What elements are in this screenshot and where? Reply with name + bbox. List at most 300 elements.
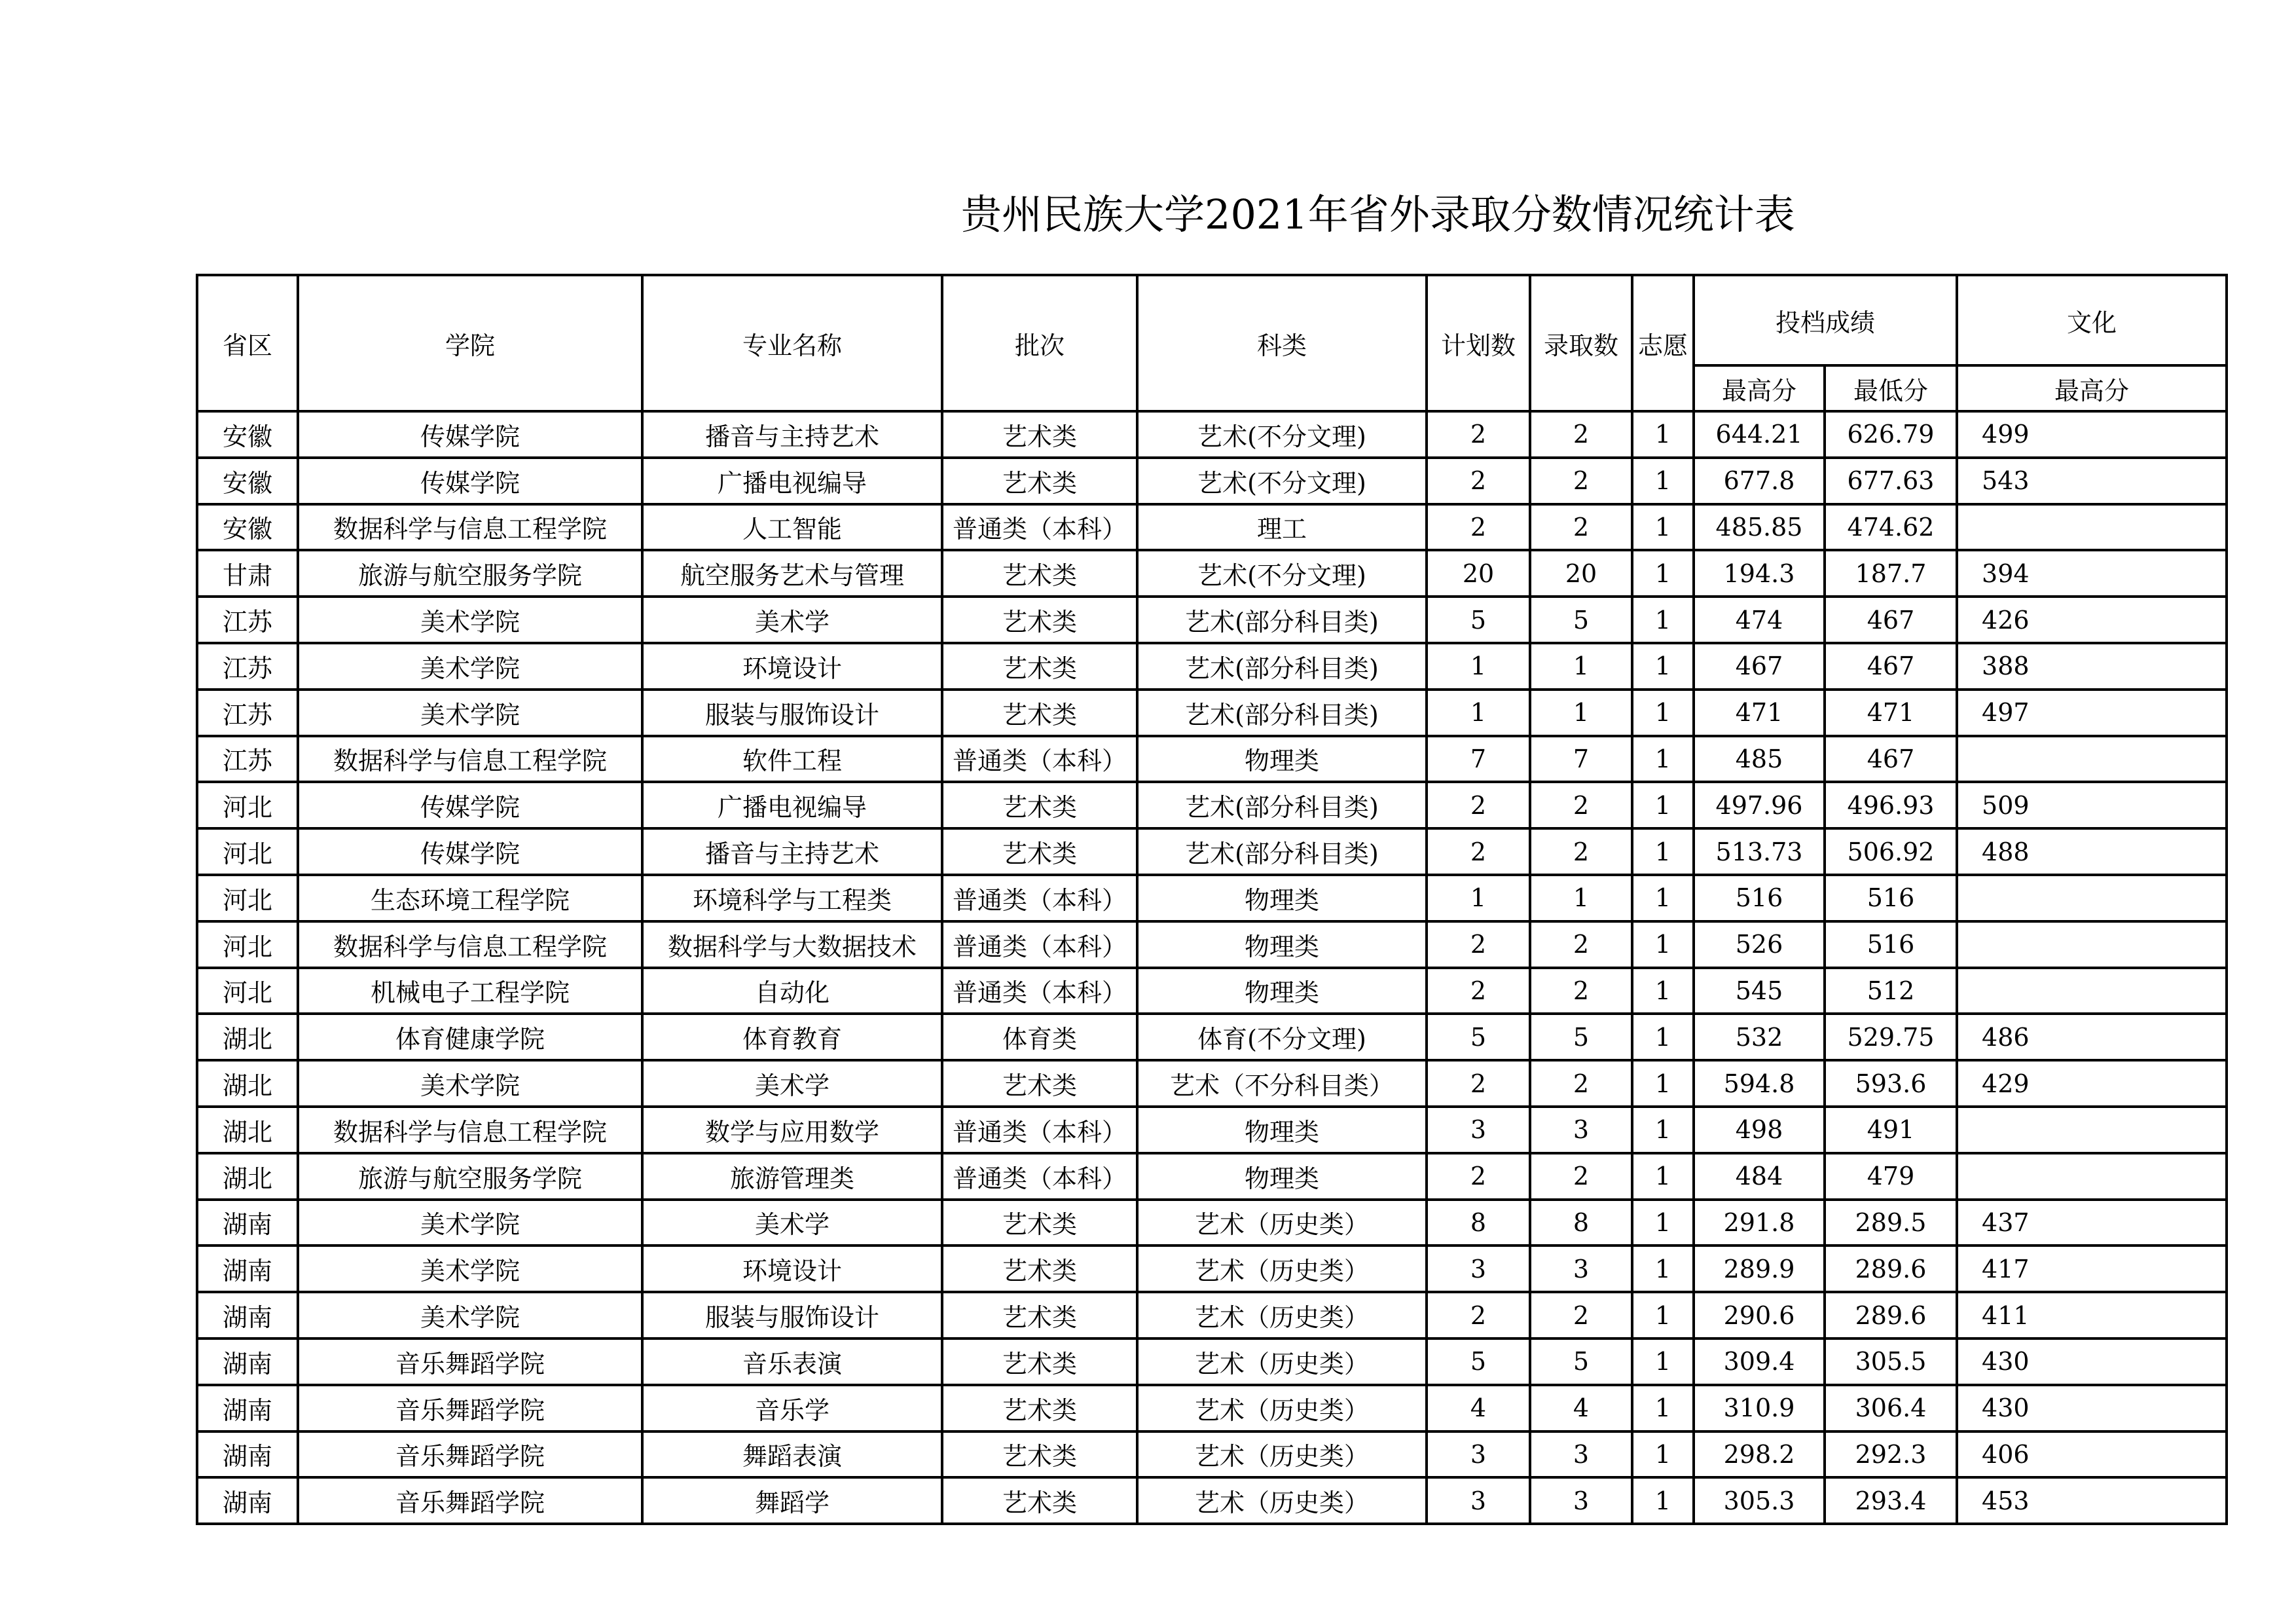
cell-college: 生态环境工程学院 <box>298 875 642 921</box>
cell-score-min: 467 <box>1825 643 1957 690</box>
cell-plan: 2 <box>1427 782 1530 828</box>
cell-province: 河北 <box>197 875 298 921</box>
cell-score-max: 474 <box>1694 597 1825 643</box>
cell-batch: 艺术类 <box>942 550 1137 597</box>
cell-choice: 1 <box>1632 1107 1694 1153</box>
cell-province: 湖北 <box>197 1153 298 1200</box>
cell-batch: 艺术类 <box>942 1338 1137 1385</box>
cell-college: 数据科学与信息工程学院 <box>298 736 642 783</box>
cell-choice: 1 <box>1632 1385 1694 1431</box>
cell-batch: 艺术类 <box>942 1060 1137 1107</box>
table-row <box>197 1477 2227 1524</box>
cell-province: 河北 <box>197 921 298 968</box>
cell-score-max: 289.9 <box>1694 1246 1825 1292</box>
cell-admitted: 2 <box>1530 921 1632 968</box>
cell-college: 音乐舞蹈学院 <box>298 1385 642 1431</box>
cell-score-max: 526 <box>1694 921 1825 968</box>
admission-table <box>196 274 2228 1525</box>
table-row <box>197 1338 2227 1385</box>
cell-batch: 艺术类 <box>942 828 1137 875</box>
table-row <box>197 1060 2227 1107</box>
table-row <box>197 968 2227 1014</box>
cell-batch: 普通类（本科） <box>942 736 1137 783</box>
cell-culture-max: 453 <box>1957 1477 2227 1524</box>
cell-plan: 2 <box>1427 1060 1530 1107</box>
cell-score-max: 290.6 <box>1694 1292 1825 1338</box>
cell-plan: 5 <box>1427 1014 1530 1060</box>
cell-batch: 普通类（本科） <box>942 875 1137 921</box>
cell-culture-max: 406 <box>1957 1431 2227 1478</box>
cell-choice: 1 <box>1632 782 1694 828</box>
cell-subject: 艺术（历史类） <box>1137 1246 1427 1292</box>
cell-choice: 1 <box>1632 1292 1694 1338</box>
table-row <box>197 1246 2227 1292</box>
cell-subject: 艺术(不分文理) <box>1137 550 1427 597</box>
cell-college: 美术学院 <box>298 1200 642 1246</box>
cell-batch: 艺术类 <box>942 458 1137 504</box>
cell-score-max: 467 <box>1694 643 1825 690</box>
cell-major: 航空服务艺术与管理 <box>642 550 942 597</box>
cell-plan: 2 <box>1427 458 1530 504</box>
cell-college: 数据科学与信息工程学院 <box>298 504 642 551</box>
cell-subject: 艺术(不分文理) <box>1137 458 1427 504</box>
table-row <box>197 1014 2227 1060</box>
cell-province: 湖南 <box>197 1338 298 1385</box>
header-culture-max: 最高分 <box>1957 365 2227 411</box>
cell-college: 数据科学与信息工程学院 <box>298 1107 642 1153</box>
cell-culture-max: 497 <box>1957 690 2227 736</box>
cell-score-max: 485 <box>1694 736 1825 783</box>
cell-major: 体育教育 <box>642 1014 942 1060</box>
header-subject: 科类 <box>1137 275 1427 411</box>
cell-plan: 20 <box>1427 550 1530 597</box>
cell-culture-max: 388 <box>1957 643 2227 690</box>
cell-province: 河北 <box>197 828 298 875</box>
cell-admitted: 5 <box>1530 1338 1632 1385</box>
cell-culture-max <box>1957 736 2227 783</box>
cell-subject: 艺术（不分科目类） <box>1137 1060 1427 1107</box>
cell-score-max: 513.73 <box>1694 828 1825 875</box>
cell-admitted: 5 <box>1530 1014 1632 1060</box>
cell-choice: 1 <box>1632 690 1694 736</box>
cell-plan: 8 <box>1427 1200 1530 1246</box>
cell-college: 体育健康学院 <box>298 1014 642 1060</box>
cell-admitted: 1 <box>1530 690 1632 736</box>
cell-score-min: 512 <box>1825 968 1957 1014</box>
cell-culture-max: 430 <box>1957 1385 2227 1431</box>
cell-province: 湖南 <box>197 1385 298 1431</box>
cell-admitted: 20 <box>1530 550 1632 597</box>
cell-province: 安徽 <box>197 411 298 458</box>
cell-batch: 艺术类 <box>942 690 1137 736</box>
cell-subject: 艺术（历史类） <box>1137 1292 1427 1338</box>
cell-plan: 1 <box>1427 643 1530 690</box>
table-row <box>197 1292 2227 1338</box>
cell-college: 音乐舞蹈学院 <box>298 1338 642 1385</box>
cell-subject: 艺术（历史类） <box>1137 1338 1427 1385</box>
cell-score-min: 467 <box>1825 597 1957 643</box>
admission-table-container <box>196 274 2130 1528</box>
cell-culture-max: 486 <box>1957 1014 2227 1060</box>
cell-subject: 艺术（历史类） <box>1137 1385 1427 1431</box>
cell-score-min: 289.6 <box>1825 1292 1957 1338</box>
cell-score-max: 298.2 <box>1694 1431 1825 1478</box>
cell-province: 湖南 <box>197 1477 298 1524</box>
cell-major: 环境科学与工程类 <box>642 875 942 921</box>
cell-college: 机械电子工程学院 <box>298 968 642 1014</box>
cell-major: 美术学 <box>642 597 942 643</box>
cell-province: 湖南 <box>197 1200 298 1246</box>
cell-batch: 艺术类 <box>942 1200 1137 1246</box>
cell-admitted: 2 <box>1530 458 1632 504</box>
header-admitted: 录取数 <box>1530 275 1632 411</box>
cell-score-min: 289.5 <box>1825 1200 1957 1246</box>
cell-choice: 1 <box>1632 643 1694 690</box>
cell-major: 播音与主持艺术 <box>642 411 942 458</box>
cell-score-min: 529.75 <box>1825 1014 1957 1060</box>
cell-subject: 艺术（历史类） <box>1137 1200 1427 1246</box>
cell-choice: 1 <box>1632 1153 1694 1200</box>
cell-score-min: 593.6 <box>1825 1060 1957 1107</box>
cell-score-min: 187.7 <box>1825 550 1957 597</box>
cell-admitted: 2 <box>1530 1292 1632 1338</box>
cell-culture-max <box>1957 504 2227 551</box>
cell-province: 安徽 <box>197 504 298 551</box>
cell-score-max: 644.21 <box>1694 411 1825 458</box>
cell-culture-max: 429 <box>1957 1060 2227 1107</box>
cell-admitted: 3 <box>1530 1246 1632 1292</box>
cell-score-max: 194.3 <box>1694 550 1825 597</box>
cell-subject: 艺术(部分科目类) <box>1137 643 1427 690</box>
cell-college: 传媒学院 <box>298 828 642 875</box>
table-row <box>197 550 2227 597</box>
cell-admitted: 4 <box>1530 1385 1632 1431</box>
cell-choice: 1 <box>1632 968 1694 1014</box>
cell-province: 甘肃 <box>197 550 298 597</box>
table-row <box>197 411 2227 458</box>
cell-score-min: 677.63 <box>1825 458 1957 504</box>
cell-plan: 3 <box>1427 1107 1530 1153</box>
cell-subject: 体育(不分文理) <box>1137 1014 1427 1060</box>
cell-batch: 普通类（本科） <box>942 1153 1137 1200</box>
cell-batch: 艺术类 <box>942 1431 1137 1478</box>
cell-admitted: 3 <box>1530 1107 1632 1153</box>
cell-score-min: 467 <box>1825 736 1957 783</box>
cell-college: 数据科学与信息工程学院 <box>298 921 642 968</box>
cell-plan: 2 <box>1427 411 1530 458</box>
header-culture-group: 文化 <box>1957 275 2227 365</box>
cell-subject: 艺术(部分科目类) <box>1137 690 1427 736</box>
table-body <box>197 411 2227 1524</box>
cell-plan: 3 <box>1427 1477 1530 1524</box>
cell-admitted: 2 <box>1530 504 1632 551</box>
cell-college: 旅游与航空服务学院 <box>298 550 642 597</box>
cell-province: 湖南 <box>197 1292 298 1338</box>
cell-admitted: 7 <box>1530 736 1632 783</box>
table-row <box>197 1153 2227 1200</box>
table-row <box>197 782 2227 828</box>
cell-score-max: 594.8 <box>1694 1060 1825 1107</box>
cell-batch: 体育类 <box>942 1014 1137 1060</box>
cell-admitted: 2 <box>1530 411 1632 458</box>
table-row <box>197 1200 2227 1246</box>
cell-batch: 艺术类 <box>942 1246 1137 1292</box>
cell-subject: 物理类 <box>1137 1153 1427 1200</box>
cell-plan: 1 <box>1427 690 1530 736</box>
cell-batch: 艺术类 <box>942 782 1137 828</box>
cell-plan: 7 <box>1427 736 1530 783</box>
cell-province: 河北 <box>197 968 298 1014</box>
cell-admitted: 8 <box>1530 1200 1632 1246</box>
cell-college: 美术学院 <box>298 643 642 690</box>
cell-subject: 物理类 <box>1137 875 1427 921</box>
cell-batch: 艺术类 <box>942 597 1137 643</box>
cell-batch: 艺术类 <box>942 1477 1137 1524</box>
cell-culture-max <box>1957 1107 2227 1153</box>
cell-culture-max: 499 <box>1957 411 2227 458</box>
cell-score-min: 506.92 <box>1825 828 1957 875</box>
cell-college: 音乐舞蹈学院 <box>298 1477 642 1524</box>
cell-choice: 1 <box>1632 736 1694 783</box>
table-row <box>197 597 2227 643</box>
cell-score-max: 484 <box>1694 1153 1825 1200</box>
cell-score-min: 516 <box>1825 921 1957 968</box>
cell-score-max: 532 <box>1694 1014 1825 1060</box>
cell-score-max: 498 <box>1694 1107 1825 1153</box>
cell-college: 传媒学院 <box>298 782 642 828</box>
page-title: 贵州民族大学2021年省外录取分数情况统计表 <box>961 191 1795 238</box>
cell-major: 人工智能 <box>642 504 942 551</box>
cell-subject: 艺术（历史类） <box>1137 1477 1427 1524</box>
cell-subject: 艺术(部分科目类) <box>1137 828 1427 875</box>
cell-choice: 1 <box>1632 458 1694 504</box>
cell-plan: 3 <box>1427 1431 1530 1478</box>
cell-score-max: 485.85 <box>1694 504 1825 551</box>
header-choice: 志愿 <box>1632 275 1694 411</box>
cell-score-max: 497.96 <box>1694 782 1825 828</box>
header-batch: 批次 <box>942 275 1137 411</box>
cell-choice: 1 <box>1632 1431 1694 1478</box>
cell-province: 江苏 <box>197 736 298 783</box>
cell-subject: 物理类 <box>1137 921 1427 968</box>
cell-major: 数据科学与大数据技术 <box>642 921 942 968</box>
cell-plan: 3 <box>1427 1246 1530 1292</box>
cell-subject: 物理类 <box>1137 968 1427 1014</box>
table-row <box>197 1385 2227 1431</box>
cell-score-min: 292.3 <box>1825 1431 1957 1478</box>
cell-plan: 2 <box>1427 1292 1530 1338</box>
cell-major: 广播电视编导 <box>642 458 942 504</box>
cell-batch: 艺术类 <box>942 643 1137 690</box>
cell-admitted: 1 <box>1530 875 1632 921</box>
cell-admitted: 2 <box>1530 1060 1632 1107</box>
table-row <box>197 690 2227 736</box>
cell-score-min: 479 <box>1825 1153 1957 1200</box>
cell-culture-max: 417 <box>1957 1246 2227 1292</box>
header-college: 学院 <box>298 275 642 411</box>
cell-college: 美术学院 <box>298 1292 642 1338</box>
cell-subject: 物理类 <box>1137 736 1427 783</box>
cell-province: 江苏 <box>197 643 298 690</box>
cell-province: 湖北 <box>197 1014 298 1060</box>
cell-choice: 1 <box>1632 1060 1694 1107</box>
cell-score-max: 516 <box>1694 875 1825 921</box>
cell-batch: 普通类（本科） <box>942 968 1137 1014</box>
cell-score-min: 471 <box>1825 690 1957 736</box>
cell-score-min: 474.62 <box>1825 504 1957 551</box>
cell-major: 环境设计 <box>642 1246 942 1292</box>
cell-subject: 艺术(部分科目类) <box>1137 597 1427 643</box>
cell-score-max: 677.8 <box>1694 458 1825 504</box>
cell-province: 湖北 <box>197 1107 298 1153</box>
header-score-group: 投档成绩 <box>1694 275 1957 365</box>
cell-admitted: 3 <box>1530 1477 1632 1524</box>
cell-admitted: 5 <box>1530 597 1632 643</box>
cell-admitted: 1 <box>1530 643 1632 690</box>
cell-culture-max <box>1957 968 2227 1014</box>
cell-admitted: 2 <box>1530 968 1632 1014</box>
cell-score-min: 289.6 <box>1825 1246 1957 1292</box>
cell-choice: 1 <box>1632 921 1694 968</box>
cell-subject: 艺术（历史类） <box>1137 1431 1427 1478</box>
cell-choice: 1 <box>1632 875 1694 921</box>
cell-admitted: 2 <box>1530 782 1632 828</box>
cell-batch: 普通类（本科） <box>942 921 1137 968</box>
header-score-max: 最高分 <box>1694 365 1825 411</box>
cell-score-min: 305.5 <box>1825 1338 1957 1385</box>
cell-major: 音乐表演 <box>642 1338 942 1385</box>
header-province: 省区 <box>197 275 298 411</box>
cell-score-max: 310.9 <box>1694 1385 1825 1431</box>
header-score-min: 最低分 <box>1825 365 1957 411</box>
cell-score-min: 306.4 <box>1825 1385 1957 1431</box>
cell-score-max: 305.3 <box>1694 1477 1825 1524</box>
cell-choice: 1 <box>1632 504 1694 551</box>
table-row <box>197 504 2227 551</box>
cell-choice: 1 <box>1632 411 1694 458</box>
cell-plan: 2 <box>1427 504 1530 551</box>
cell-major: 环境设计 <box>642 643 942 690</box>
cell-college: 音乐舞蹈学院 <box>298 1431 642 1478</box>
cell-major: 舞蹈学 <box>642 1477 942 1524</box>
cell-culture-max: 411 <box>1957 1292 2227 1338</box>
cell-batch: 艺术类 <box>942 1385 1137 1431</box>
cell-province: 湖南 <box>197 1246 298 1292</box>
header-major: 专业名称 <box>642 275 942 411</box>
cell-province: 江苏 <box>197 597 298 643</box>
cell-major: 服装与服饰设计 <box>642 1292 942 1338</box>
cell-college: 美术学院 <box>298 1246 642 1292</box>
cell-culture-max <box>1957 875 2227 921</box>
cell-major: 播音与主持艺术 <box>642 828 942 875</box>
cell-major: 自动化 <box>642 968 942 1014</box>
cell-culture-max: 430 <box>1957 1338 2227 1385</box>
cell-culture-max: 426 <box>1957 597 2227 643</box>
cell-plan: 4 <box>1427 1385 1530 1431</box>
cell-province: 安徽 <box>197 458 298 504</box>
cell-college: 传媒学院 <box>298 411 642 458</box>
cell-score-max: 309.4 <box>1694 1338 1825 1385</box>
cell-admitted: 2 <box>1530 828 1632 875</box>
cell-subject: 理工 <box>1137 504 1427 551</box>
cell-plan: 1 <box>1427 875 1530 921</box>
cell-culture-max: 509 <box>1957 782 2227 828</box>
cell-plan: 2 <box>1427 828 1530 875</box>
cell-batch: 艺术类 <box>942 411 1137 458</box>
cell-choice: 1 <box>1632 1200 1694 1246</box>
cell-college: 传媒学院 <box>298 458 642 504</box>
cell-choice: 1 <box>1632 828 1694 875</box>
table-row <box>197 736 2227 783</box>
cell-culture-max: 437 <box>1957 1200 2227 1246</box>
cell-college: 美术学院 <box>298 690 642 736</box>
cell-subject: 艺术(不分文理) <box>1137 411 1427 458</box>
cell-batch: 普通类（本科） <box>942 1107 1137 1153</box>
cell-plan: 2 <box>1427 1153 1530 1200</box>
cell-subject: 物理类 <box>1137 1107 1427 1153</box>
cell-college: 美术学院 <box>298 597 642 643</box>
cell-province: 河北 <box>197 782 298 828</box>
table-row <box>197 875 2227 921</box>
cell-culture-max <box>1957 921 2227 968</box>
table-row <box>197 458 2227 504</box>
cell-choice: 1 <box>1632 597 1694 643</box>
cell-major: 音乐学 <box>642 1385 942 1431</box>
cell-province: 湖北 <box>197 1060 298 1107</box>
cell-choice: 1 <box>1632 1246 1694 1292</box>
cell-score-max: 545 <box>1694 968 1825 1014</box>
cell-plan: 5 <box>1427 597 1530 643</box>
cell-culture-max: 543 <box>1957 458 2227 504</box>
cell-batch: 普通类（本科） <box>942 504 1137 551</box>
cell-choice: 1 <box>1632 1338 1694 1385</box>
cell-score-min: 293.4 <box>1825 1477 1957 1524</box>
cell-culture-max: 488 <box>1957 828 2227 875</box>
cell-plan: 2 <box>1427 921 1530 968</box>
cell-major: 美术学 <box>642 1200 942 1246</box>
cell-batch: 艺术类 <box>942 1292 1137 1338</box>
table-row <box>197 828 2227 875</box>
cell-choice: 1 <box>1632 1014 1694 1060</box>
cell-college: 美术学院 <box>298 1060 642 1107</box>
cell-major: 广播电视编导 <box>642 782 942 828</box>
cell-major: 美术学 <box>642 1060 942 1107</box>
cell-major: 服装与服饰设计 <box>642 690 942 736</box>
table-row <box>197 643 2227 690</box>
table-row <box>197 1431 2227 1478</box>
cell-major: 软件工程 <box>642 736 942 783</box>
cell-subject: 艺术(部分科目类) <box>1137 782 1427 828</box>
cell-score-max: 471 <box>1694 690 1825 736</box>
header-plan: 计划数 <box>1427 275 1530 411</box>
cell-score-min: 626.79 <box>1825 411 1957 458</box>
cell-province: 湖南 <box>197 1431 298 1478</box>
cell-major: 数学与应用数学 <box>642 1107 942 1153</box>
cell-score-min: 516 <box>1825 875 1957 921</box>
cell-major: 旅游管理类 <box>642 1153 942 1200</box>
cell-plan: 2 <box>1427 968 1530 1014</box>
cell-score-min: 491 <box>1825 1107 1957 1153</box>
cell-culture-max: 394 <box>1957 550 2227 597</box>
cell-major: 舞蹈表演 <box>642 1431 942 1478</box>
cell-admitted: 3 <box>1530 1431 1632 1478</box>
table-row <box>197 1107 2227 1153</box>
cell-score-max: 291.8 <box>1694 1200 1825 1246</box>
cell-choice: 1 <box>1632 1477 1694 1524</box>
cell-score-min: 496.93 <box>1825 782 1957 828</box>
table-row <box>197 921 2227 968</box>
cell-college: 旅游与航空服务学院 <box>298 1153 642 1200</box>
